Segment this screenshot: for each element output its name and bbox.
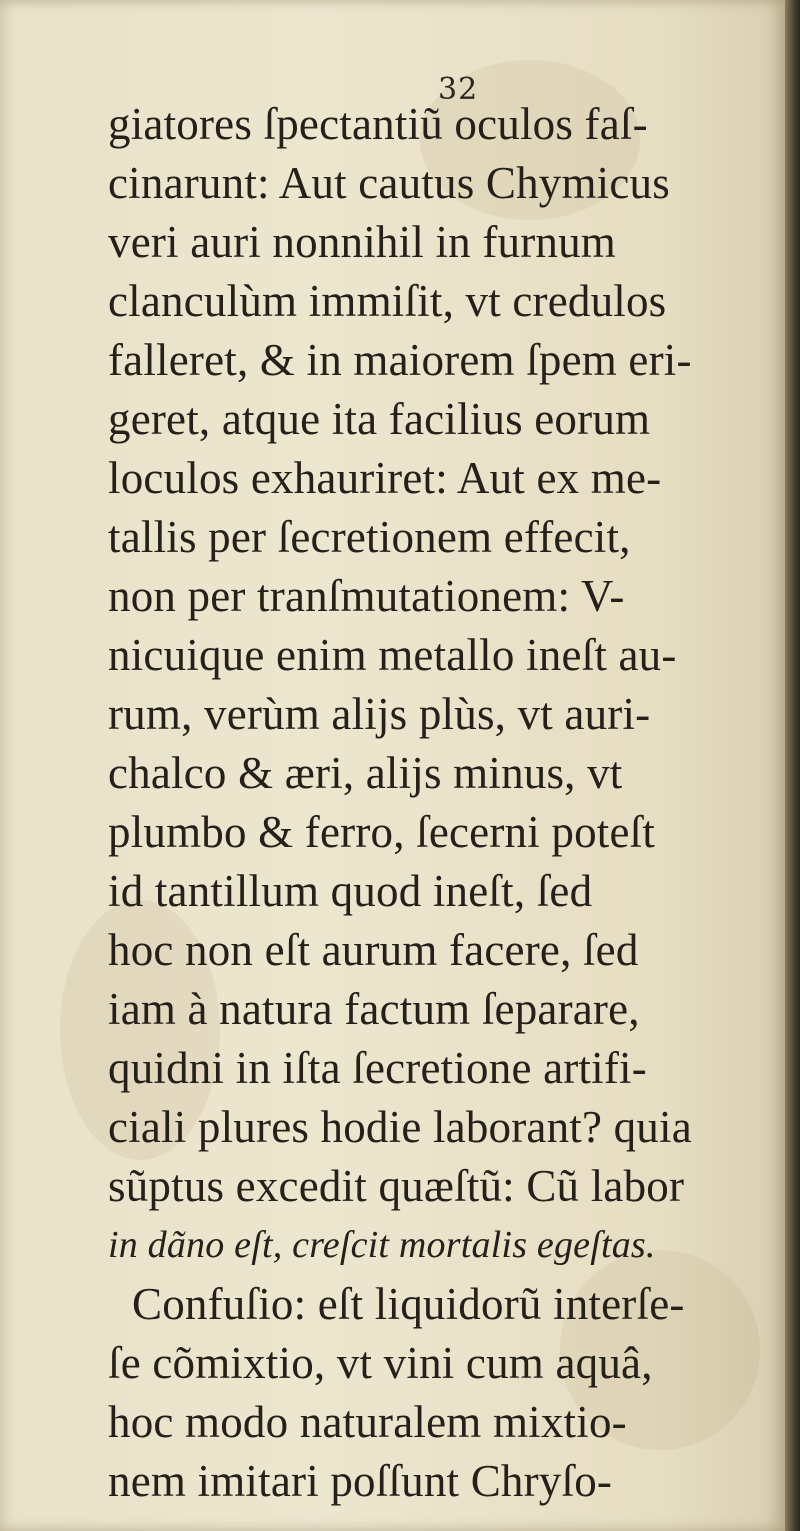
text-line: loculos exhauriret: Aut ex me- [108,453,662,503]
text-line: rum, verùm alijs plùs, vt auri- [108,689,651,739]
text-line-italic: in dãno eſt, creſcit mortalis egeſtas. [108,1224,656,1266]
text-line: ciali plures hodie laborant? quia [108,1102,692,1152]
text-line: plumbo & ferro, ſecerni poteſt [108,807,656,857]
body-text [108,95,768,1511]
text-line: chalco & æri, alijs minus, vt [108,748,623,798]
text-line: hoc modo naturalem mixtio- [108,1397,627,1447]
book-gutter-edge [785,0,800,1531]
page-number: 32 [438,72,479,107]
text-line: tallis per ſecretionem effecit, [108,512,631,562]
text-line: veri auri nonnihil in furnum [108,217,617,267]
text-line: hoc non eſt aurum facere, ſed [108,925,639,975]
text-line: falleret, & in maiorem ſpem eri- [108,335,692,385]
text-line: cinarunt: Aut cautus Chymicus [108,158,670,208]
text-line: iam à natura factum ſeparare, [108,984,640,1034]
text-line: quidni in iſta ſecretione artifi- [108,1043,647,1093]
text-line: sũptus excedit quæſtũ: Cũ labor [108,1161,685,1211]
text-line: geret, atque ita facilius eorum [108,394,651,444]
text-line: nicuique enim metallo ineſt au- [108,630,677,680]
text-line: Confuſio: eſt liquidorũ interſe- [132,1279,685,1329]
text-line: id tantillum quod ineſt, ſed [108,866,593,916]
text-line: ſe cõmixtio, vt vini cum aquâ, [108,1338,653,1388]
text-line: non per tranſmutationem: V- [108,571,625,621]
text-line: giatores ſpectantiũ oculos faſ- [108,99,648,149]
text-line: clanculùm immiſit, vt credulos [108,276,667,326]
text-line: nem imitari poſſunt Chryſo- [108,1456,613,1506]
